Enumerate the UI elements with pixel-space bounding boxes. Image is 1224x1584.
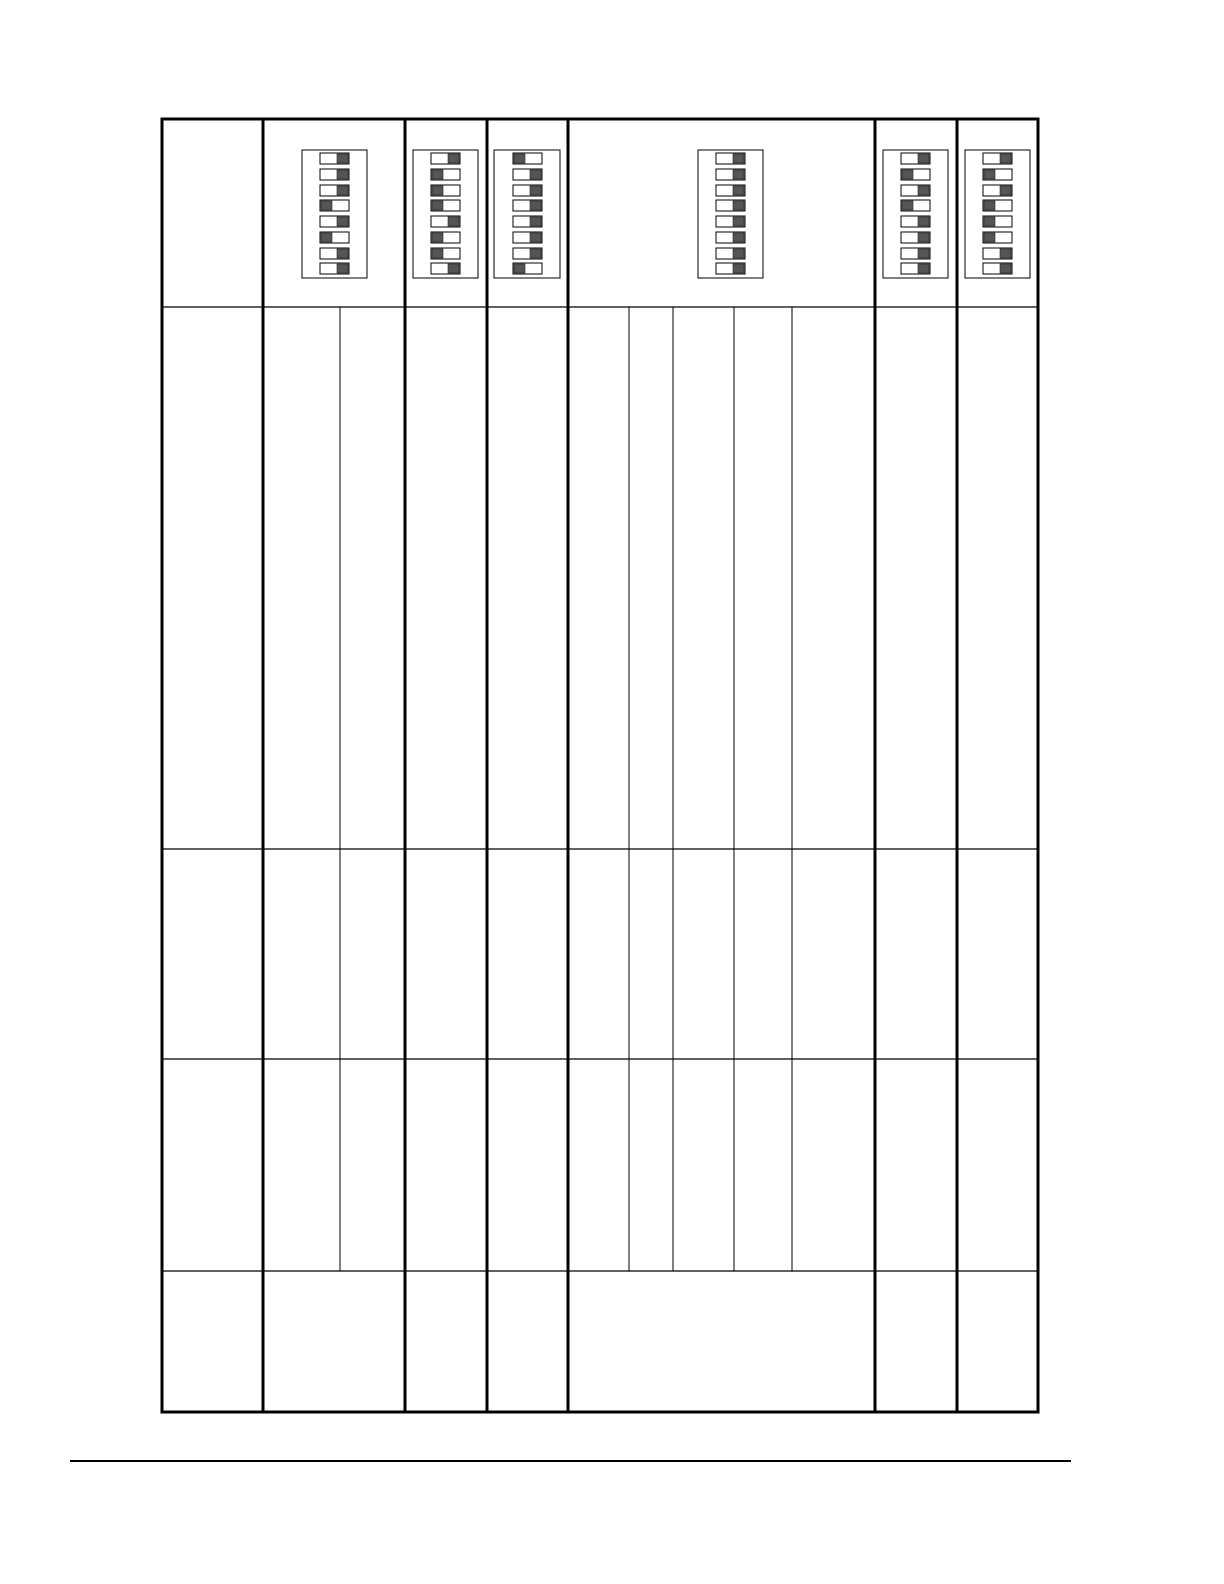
switch-knob-right bbox=[530, 201, 541, 210]
switch-knob-left bbox=[514, 154, 525, 163]
switch-knob-right bbox=[337, 217, 348, 226]
dip-switch-8 bbox=[320, 263, 349, 274]
dip-switch-5 bbox=[716, 216, 745, 227]
dip-switch-3 bbox=[320, 185, 349, 196]
dip-switch-7 bbox=[901, 248, 930, 259]
switch-knob-left bbox=[514, 264, 525, 273]
switch-knob-right bbox=[530, 233, 541, 242]
dip-switch-bank-4 bbox=[698, 150, 763, 278]
dip-switch-7 bbox=[513, 248, 542, 259]
switch-knob-right bbox=[448, 217, 459, 226]
switch-knob-right bbox=[733, 249, 744, 258]
dip-switch-7 bbox=[320, 248, 349, 259]
dip-switch-2 bbox=[901, 169, 930, 180]
dip-switch-8 bbox=[513, 263, 542, 274]
dip-switch-4 bbox=[716, 200, 745, 211]
dip-switch-3 bbox=[431, 185, 460, 196]
dip-switch-1 bbox=[513, 153, 542, 164]
dip-switch-3 bbox=[983, 185, 1012, 196]
dip-switch-5 bbox=[983, 216, 1012, 227]
dip-switch-1 bbox=[983, 153, 1012, 164]
switch-knob-left bbox=[432, 249, 443, 258]
dip-switch-6 bbox=[431, 232, 460, 243]
dip-switch-2 bbox=[716, 169, 745, 180]
switch-knob-right bbox=[337, 170, 348, 179]
dip-switch-8 bbox=[901, 263, 930, 274]
dip-switch-bank-2 bbox=[413, 150, 478, 278]
dip-switch-1 bbox=[320, 153, 349, 164]
dip-switch-5 bbox=[431, 216, 460, 227]
switch-knob-left bbox=[984, 201, 995, 210]
dip-switch-4 bbox=[901, 200, 930, 211]
dip-switch-4 bbox=[513, 200, 542, 211]
dip-switch-6 bbox=[716, 232, 745, 243]
dip-switch-6 bbox=[320, 232, 349, 243]
switch-knob-left bbox=[432, 170, 443, 179]
switch-knob-left bbox=[432, 233, 443, 242]
dip-switch-bank-5 bbox=[883, 150, 948, 278]
switch-knob-right bbox=[1000, 186, 1011, 195]
switch-knob-right bbox=[337, 154, 348, 163]
dip-switch-4 bbox=[983, 200, 1012, 211]
dip-switch-3 bbox=[716, 185, 745, 196]
dip-switch-bank-6 bbox=[965, 150, 1030, 278]
switch-knob-left bbox=[432, 201, 443, 210]
switch-knob-right bbox=[918, 186, 929, 195]
dip-switch-7 bbox=[983, 248, 1012, 259]
dip-switch-2 bbox=[320, 169, 349, 180]
dip-switch-5 bbox=[901, 216, 930, 227]
switch-knob-left bbox=[984, 233, 995, 242]
switch-knob-right bbox=[733, 186, 744, 195]
dip-switch-4 bbox=[431, 200, 460, 211]
dip-switch-2 bbox=[431, 169, 460, 180]
dip-switch-7 bbox=[431, 248, 460, 259]
dip-switch-bank-1 bbox=[302, 150, 367, 278]
switch-knob-left bbox=[321, 233, 332, 242]
switch-knob-right bbox=[1000, 264, 1011, 273]
switch-knob-right bbox=[1000, 249, 1011, 258]
switch-knob-right bbox=[448, 264, 459, 273]
switch-knob-right bbox=[530, 249, 541, 258]
dip-switch-2 bbox=[513, 169, 542, 180]
switch-knob-right bbox=[918, 233, 929, 242]
dip-switch-1 bbox=[901, 153, 930, 164]
switch-knob-right bbox=[530, 186, 541, 195]
dip-switch-1 bbox=[431, 153, 460, 164]
switch-knob-right bbox=[918, 217, 929, 226]
switch-knob-right bbox=[733, 217, 744, 226]
switch-knob-right bbox=[448, 154, 459, 163]
switch-knob-left bbox=[321, 201, 332, 210]
switch-knob-right bbox=[733, 201, 744, 210]
dip-switch-6 bbox=[983, 232, 1012, 243]
switch-knob-right bbox=[918, 154, 929, 163]
switch-knob-left bbox=[432, 186, 443, 195]
dip-switch-8 bbox=[431, 263, 460, 274]
dip-switch-5 bbox=[513, 216, 542, 227]
switch-knob-right bbox=[337, 264, 348, 273]
dip-switch-6 bbox=[513, 232, 542, 243]
switch-knob-right bbox=[337, 249, 348, 258]
dip-switch-8 bbox=[716, 263, 745, 274]
switch-knob-right bbox=[337, 186, 348, 195]
dip-switch-7 bbox=[716, 248, 745, 259]
dip-switch-3 bbox=[513, 185, 542, 196]
switch-knob-left bbox=[902, 170, 913, 179]
switch-knob-right bbox=[733, 154, 744, 163]
switch-knob-left bbox=[984, 170, 995, 179]
switch-knob-right bbox=[530, 217, 541, 226]
switch-knob-right bbox=[733, 264, 744, 273]
dip-switch-5 bbox=[320, 216, 349, 227]
dip-switch-1 bbox=[716, 153, 745, 164]
switch-knob-right bbox=[733, 233, 744, 242]
switch-knob-right bbox=[530, 170, 541, 179]
dip-switch-6 bbox=[901, 232, 930, 243]
switch-knob-right bbox=[1000, 154, 1011, 163]
dip-switch-3 bbox=[901, 185, 930, 196]
dip-switch-bank-3 bbox=[494, 150, 560, 278]
switch-knob-right bbox=[733, 170, 744, 179]
switch-knob-left bbox=[984, 217, 995, 226]
switch-knob-right bbox=[918, 249, 929, 258]
dip-switch-8 bbox=[983, 263, 1012, 274]
dip-switch-2 bbox=[983, 169, 1012, 180]
switch-knob-left bbox=[902, 201, 913, 210]
dip-switch-4 bbox=[320, 200, 349, 211]
switch-knob-right bbox=[918, 264, 929, 273]
